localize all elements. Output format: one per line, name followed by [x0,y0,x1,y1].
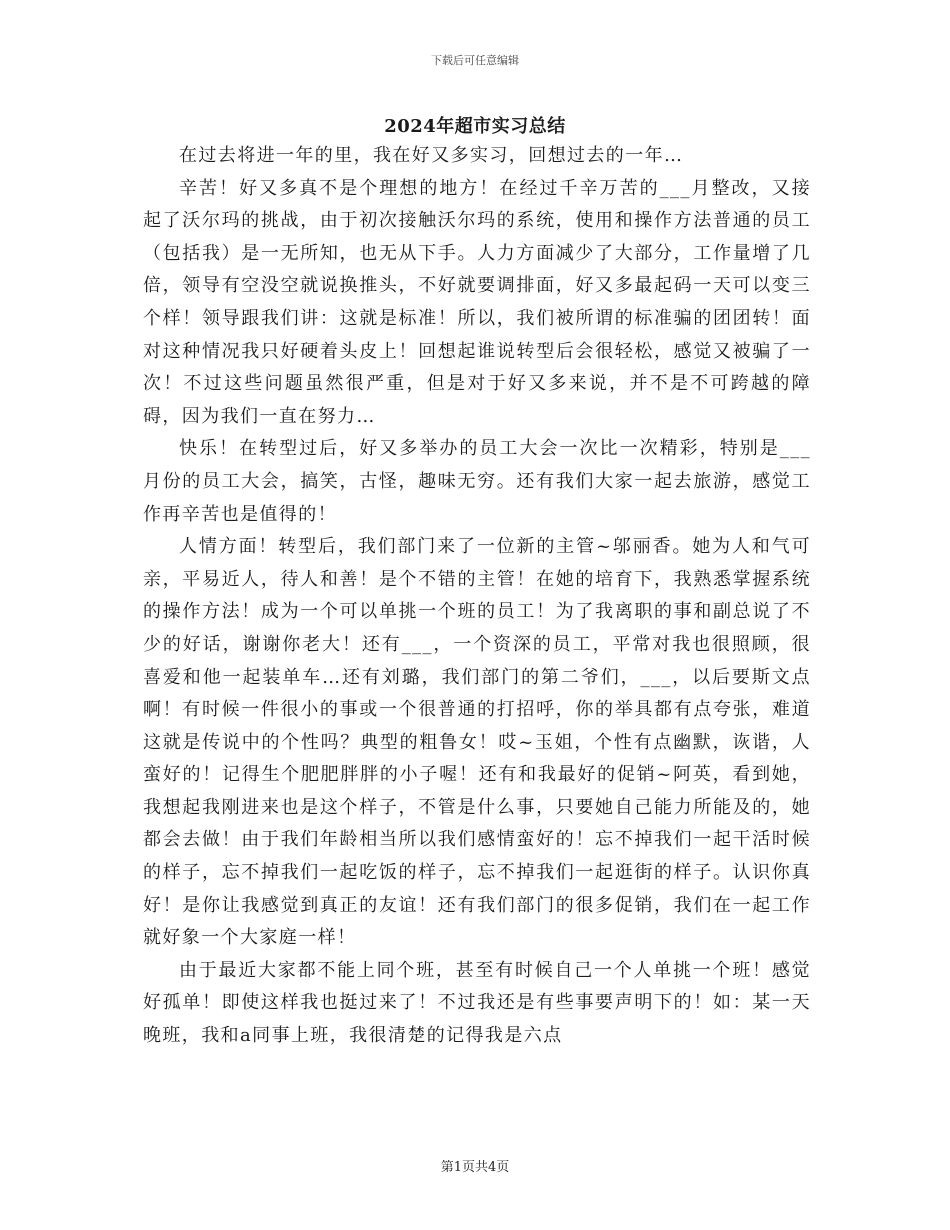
paragraph-hardship: 辛苦！好又多真不是个理想的地方！在经过千辛万苦的___月整改，又接起了沃尔玛的挑战，由于初次接触沃尔玛的系统，使用和操作方法普通的员工（包括我）是一无所知，也无从下手。人力方面减少了大部分，工作量增了几倍，领导有空没空就说换推头，不好就要调排面，好又多最起码一天可以变三个样！领导跟我们讲：这就是标准！所以，我们被所谓的标准骗的团团转！面对这种情况我只好硬着头皮上！回想起谁说转型后会很轻松，感觉又被骗了一次！不过这些问题虽然很严重，但是对于好又多来说，并不是不可跨越的障碍，因为我们一直在努力… [143,177,811,427]
paragraph-colleagues: 人情方面！转型后，我们部门来了一位新的主管~邬丽香。她为人和气可亲，平易近人，待人和善！是个不错的主管！在她的培育下，我熟悉掌握系统的操作方法！成为一个可以单挑一个班的员工！为了我离职的事和副总说了不少的好话，谢谢你老大！还有___，一个资深的员工，平常对我也很照顾，很喜爱和他一起装单车…还有刘璐，我们部门的第二爷们，___，以后要斯文点啊！有时候一件很小的事或一个很普通的打招呼，你的举具都有点夸张，难道这就是传说中的个性吗？典型的粗鲁女！哎~玉姐，个性有点幽默，诙谐，人蛮好的！记得生个肥肥胖胖的小子喔！还有和我最好的促销~阿英，看到她，我想起我刚进来也是这个样子，不管是什么事，只要她自己能力所能及的，她都会去做！由于我们年龄相当所以我们感情蛮好的！忘不掉我们一起干活时候的样子，忘不掉我们一起吃饭的样子，忘不掉我们一起逛街的样子。认识你真好！是你让我感觉到真正的友谊！还有我们部门的很多促销，我们在一起工作就好象一个大家庭一样！ [143,536,811,949]
page-header: 下载后可任意编辑 [431,54,519,67]
paragraph-intro: 在过去将进一年的里，我在好又多实习，回想过去的一年… [179,145,684,166]
document-title: 2024年超市实习总结 [384,116,566,137]
paragraph-happiness: 快乐！在转型过后，好又多举办的员工大会一次比一次精彩，特别是___月份的员工大会，搞笑，古怪，趣味无穷。还有我们大家一起去旅游，感觉工作再辛苦也是值得的！ [143,438,811,525]
page-number: 第1页共4页 [440,1160,510,1175]
paragraph-shifts: 由于最近大家都不能上同个班，甚至有时候自己一个人单挑一个班！感觉好孤单！即使这样我也挺过来了！不过我还是有些事要声明下的！如：某一天晚班，我和a同事上班，我很清楚的记得我是六点 [143,959,811,1047]
document-body [143,140,811,1053]
